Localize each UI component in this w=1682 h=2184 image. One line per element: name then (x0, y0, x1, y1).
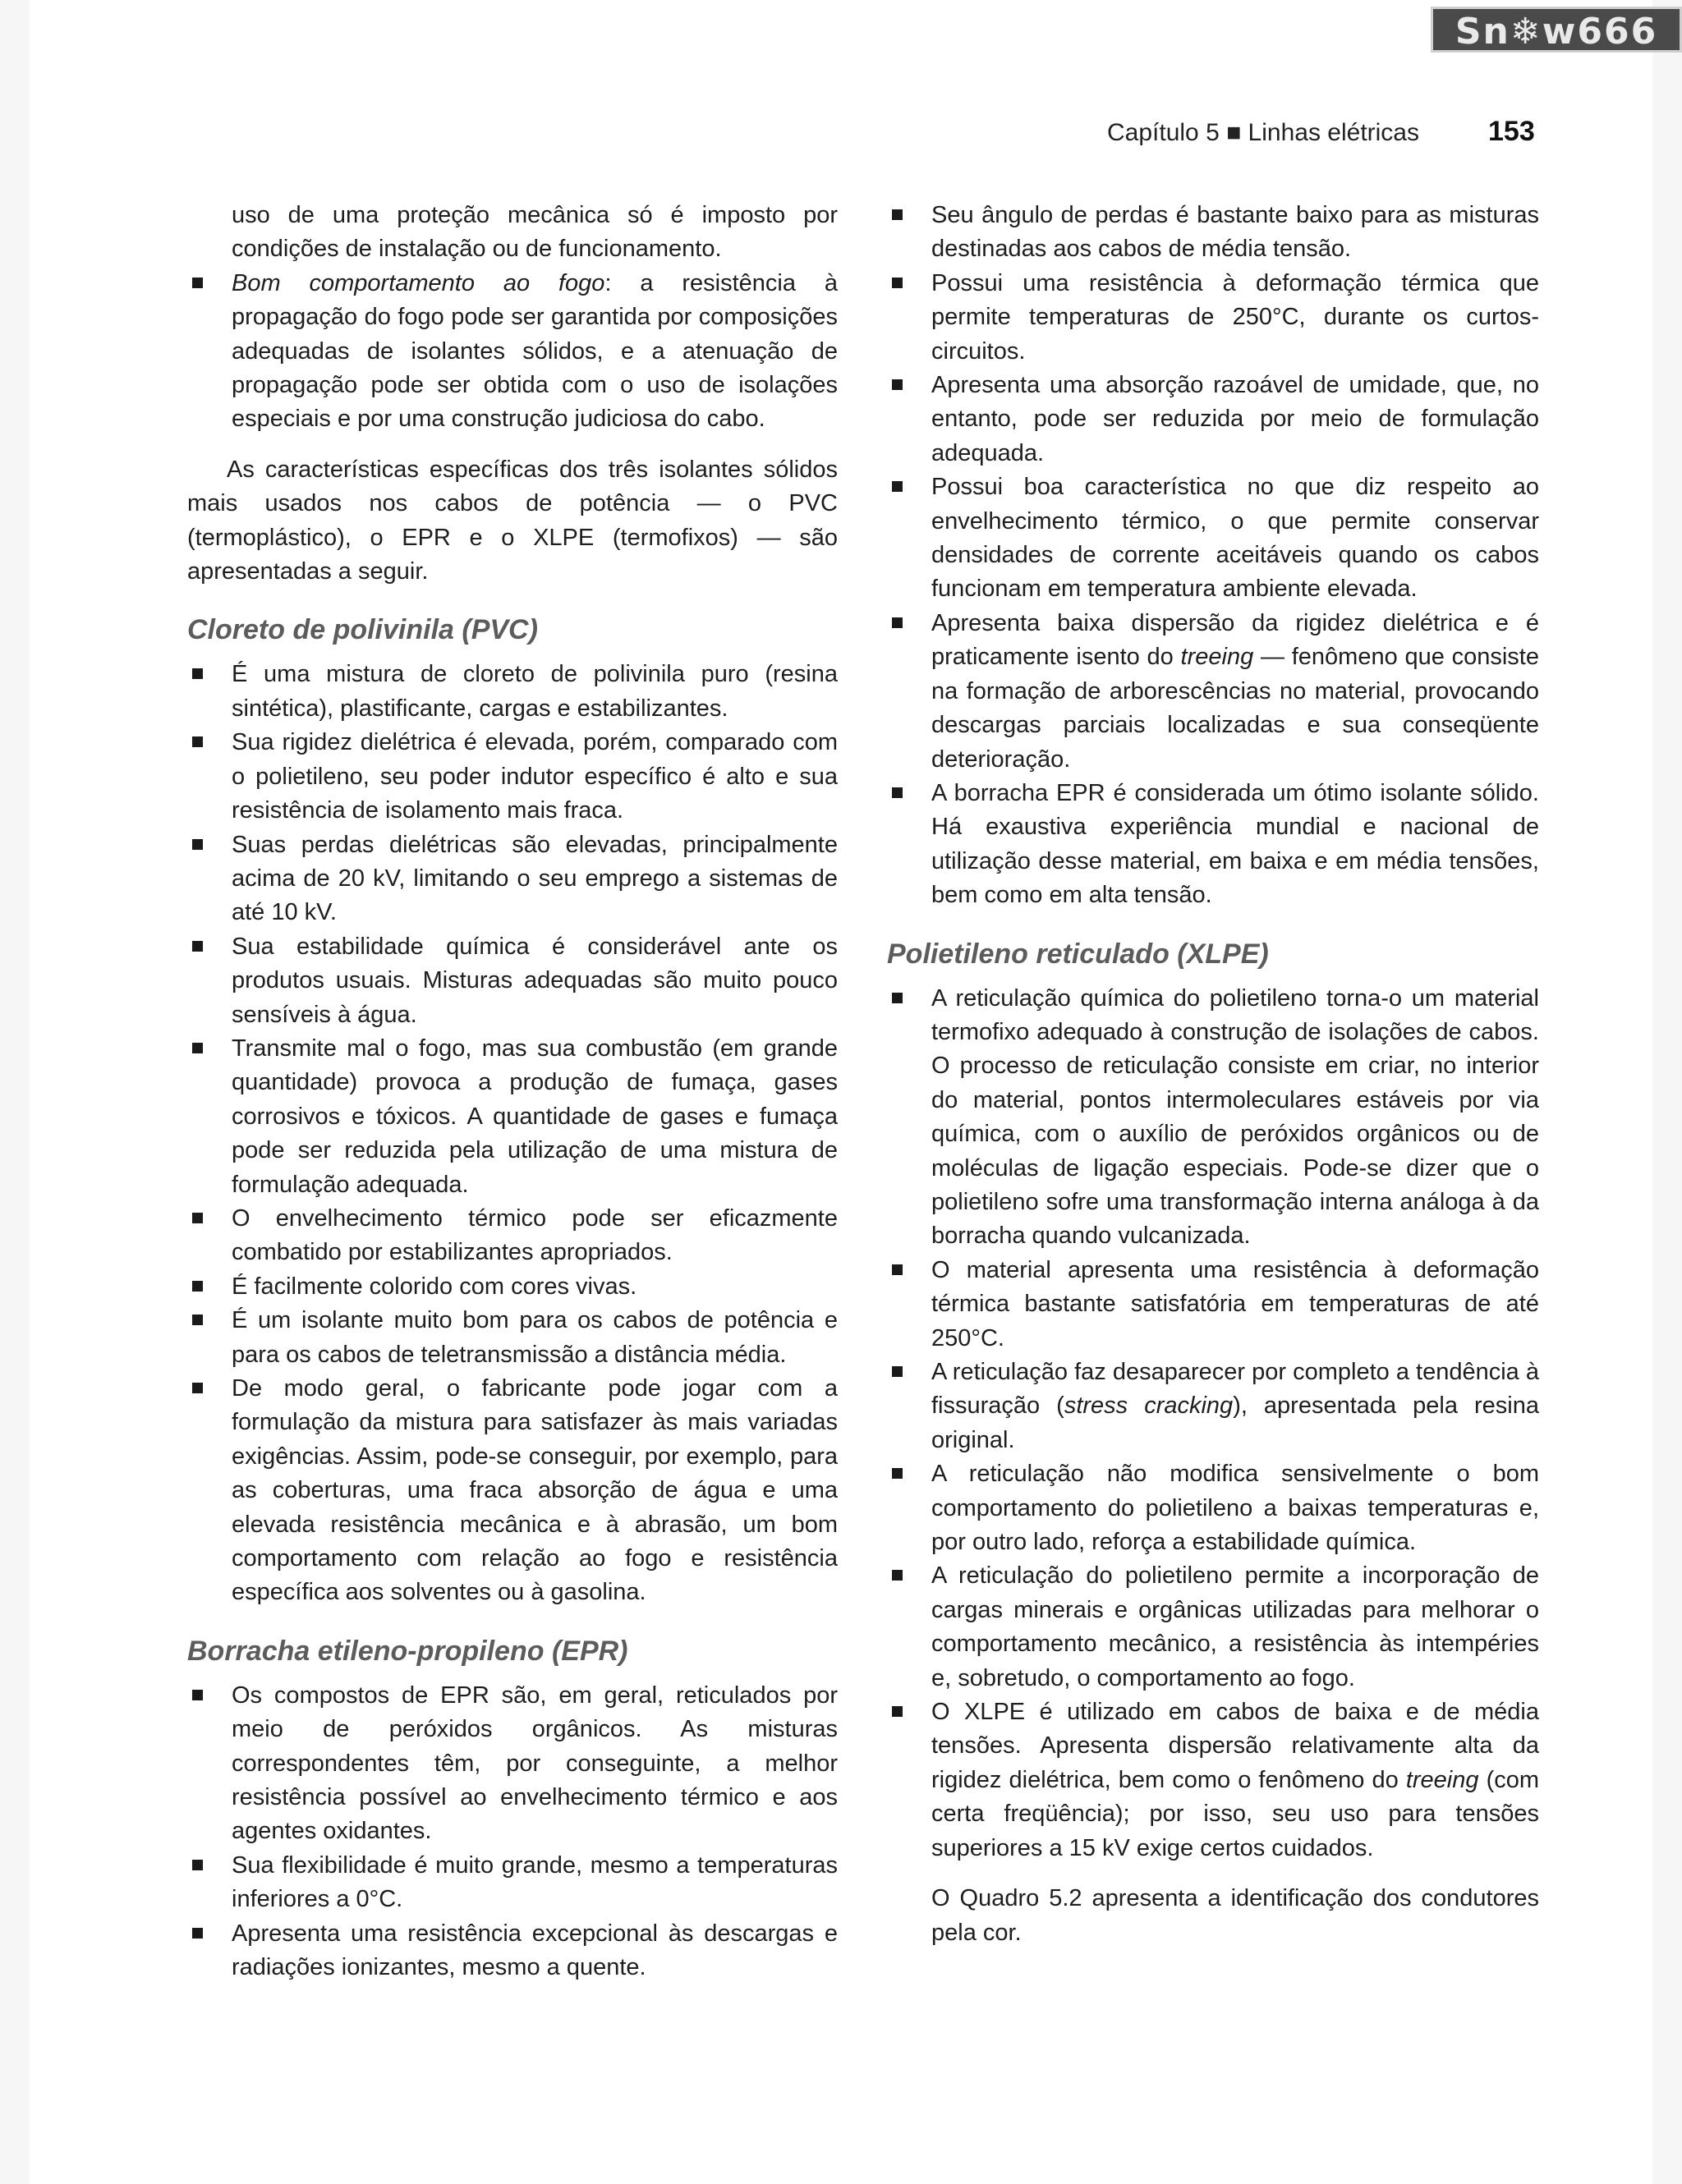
list-item (887, 1559, 1539, 1695)
list-item (887, 777, 1539, 913)
list-item (887, 607, 1539, 777)
list-item-text: Possui uma resistência à deformação térmica que permite temperaturas de 250°C, durante os curtos-circuitos. (931, 269, 1539, 365)
list-item-text: É uma mistura de cloreto de polivinila puro (resina sintética), plastificante, cargas e estabilizantes. (232, 661, 838, 722)
list-item-text: Possui boa característica no que diz respeito ao envelhecimento térmico, o que permite conservar densidades de corrente aceitáveis quando os cabos funcionam em temperatura ambiente elevada. (931, 474, 1539, 603)
bullet-square-icon (892, 617, 903, 628)
right-column (887, 199, 1539, 1950)
left-column (187, 199, 838, 1985)
section-heading-xlpe: Polietileno reticulado (XLPE) (887, 938, 1269, 970)
list-item-text: A borracha EPR é considerada um ótimo isolante sólido. Há exaustiva experiência mundial e nacional de utilização desse material, em baixa e em média tensões, bem como em alta tensão. (931, 779, 1539, 909)
list-item-text: A reticulação química do polietileno torna-o um material termofixo adequado à construção de isolações de cabos. O processo de reticulação consiste em criar, no interior do material, pontos intermoleculares estáveis por via química, com o auxílio de peróxidos orgânicos ou de moléculas de ligação especiais. Pode-se dizer que o polietileno sofre uma transformação interna análoga à da borracha quando vulcanizada. (931, 984, 1539, 1250)
bullet-square-icon (192, 1928, 203, 1939)
bullet-list-xlpe (887, 982, 1539, 1866)
italic-term: treeing (1180, 644, 1254, 671)
page-number: 153 (1488, 116, 1535, 147)
section-heading-epr: Borracha etileno-propileno (EPR) (187, 1635, 628, 1667)
list-item-text: Os compostos de EPR são, em geral, reticulados por meio de peróxidos orgânicos. As misturas correspondentes têm, por conseguinte, a melhor resistência possível ao envelhecimento térmico e aos agentes oxidantes. (232, 1682, 838, 1845)
bullet-square-icon (192, 278, 203, 288)
list-item (887, 1254, 1539, 1356)
bullet-square-icon (892, 1468, 903, 1479)
bullet-square-icon (192, 1690, 203, 1700)
list-item (887, 470, 1539, 607)
bullet-square-icon (192, 1315, 203, 1325)
list-item-text: A reticulação faz desaparecer por completo a tendência à fissuração ( (931, 1359, 1539, 1420)
bullet-square-icon (192, 941, 203, 952)
list-item-text: O XLPE é utilizado em cabos de baixa e de média tensões. Apresenta dispersão relativamente alta da rigidez dielétrica, bem como o fenômeno do (931, 1699, 1539, 1793)
list-item-text: (com certa freqüência); por isso, seu uso para tensões superiores a 15 kV exige certos cuidados. (931, 1766, 1540, 1861)
list-item (187, 1032, 838, 1202)
bullet-square-icon (892, 278, 903, 288)
bullet-list-pvc (187, 658, 838, 1609)
list-item (187, 1679, 838, 1849)
bullet-square-icon (192, 1213, 203, 1223)
list-item (187, 1304, 838, 1372)
list-item (187, 1270, 838, 1304)
bullet-square-icon (892, 1366, 903, 1377)
bullet-square-icon (892, 209, 903, 220)
list-item (887, 1695, 1539, 1865)
list-item-text: A reticulação do polietileno permite a incorporação de cargas minerais e orgânicas utilizadas para melhorar o comportamento mecânico, a resistência às intempéries e, sobretudo, o comportamento ao fogo. (931, 1562, 1539, 1691)
bullet-square-icon (192, 1860, 203, 1870)
paragraph-continuation: uso de uma proteção mecânica só é imposto por condições de instalação ou de funcionamento. (232, 202, 838, 263)
list-item (887, 267, 1539, 369)
list-item (887, 369, 1539, 470)
list-item (887, 982, 1539, 1254)
list-item-text: Sua estabilidade química é considerável ante os produtos usuais. Misturas adequadas são muito pouco sensíveis à água. (232, 933, 838, 1028)
list-item (887, 1356, 1539, 1457)
list-item-text: ), apresentada pela resina original. (931, 1393, 1539, 1453)
bullet-square-icon (192, 839, 203, 850)
bullet-square-icon (892, 1706, 903, 1717)
list-item-text: Sua rigidez dielétrica é elevada, porém, comparado com o polietileno, seu poder indutor específico é alto e sua resistência de isolamento mais fraca. (232, 729, 838, 824)
bullet-list-epr (187, 1679, 838, 1985)
bullet-square-icon (192, 668, 203, 679)
bullet-square-icon (892, 1570, 903, 1581)
list-item-text: : a resistência à propagação do fogo pode ser garantida por composições adequadas de isolantes sólidos, e a atenuação de propagação pode ser obtida com o uso de isolações especiais e por uma construção judiciosa do cabo. (232, 269, 838, 433)
bullet-square-icon (192, 1281, 203, 1292)
italic-term: stress cracking (1064, 1393, 1234, 1420)
bullet-square-icon (892, 787, 903, 798)
list-item-text: É um isolante muito bom para os cabos de potência e para os cabos de teletransmissão a distância média. (232, 1307, 838, 1368)
bullet-square-icon (892, 993, 903, 1003)
bullet-list (187, 267, 838, 437)
paragraph: As características específicas dos três isolantes sólidos mais usados nos cabos de potência — o PVC (termoplástico), o EPR e o XLPE (termofixos) — são apresentadas a seguir. (187, 456, 838, 585)
list-item-text: Suas perdas dielétricas são elevadas, principalmente acima de 20 kV, limitando o seu emprego a sistemas de até 10 kV. (232, 831, 838, 926)
list-item-text: Sua flexibilidade é muito grande, mesmo a temperaturas inferiores a 0°C. (232, 1851, 838, 1913)
watermark-logo: Sn❄w666 (1431, 7, 1682, 53)
list-item-text: Seu ângulo de perdas é bastante baixo para as misturas destinadas aos cabos de média tensão. (931, 202, 1539, 263)
list-item (187, 828, 838, 930)
list-item (887, 1457, 1539, 1559)
italic-term: Bom comportamento ao fogo (232, 269, 605, 296)
section-heading-pvc: Cloreto de polivinila (PVC) (187, 614, 538, 646)
bullet-square-icon (192, 736, 203, 747)
list-item (887, 199, 1539, 267)
list-item (187, 1202, 838, 1270)
list-item (187, 267, 838, 437)
list-item (187, 1372, 838, 1610)
list-item (187, 930, 838, 1032)
list-item-text: O material apresenta uma resistência à deformação térmica bastante satisfatória em temperaturas de até 250°C. (931, 1256, 1539, 1351)
list-item-text: O envelhecimento térmico pode ser eficazmente combatido por estabilizantes apropriados. (232, 1204, 838, 1266)
list-item-text: Apresenta uma resistência excepcional às descargas e radiações ionizantes, mesmo a quente. (232, 1920, 838, 1981)
list-item-text: A reticulação não modifica sensivelmente o bom comportamento do polietileno a baixas temperaturas e, por outro lado, reforça a estabilidade química. (931, 1461, 1539, 1556)
list-item (187, 1849, 838, 1917)
italic-term: treeing (1405, 1766, 1479, 1793)
bullet-square-icon (892, 379, 903, 390)
bullet-square-icon (192, 1383, 203, 1393)
list-item-text: — fenômeno que consiste na formação de arborescências no material, provocando descargas parciais localizadas e sua conseqüente deterioração. (931, 644, 1539, 773)
bullet-square-icon (892, 1264, 903, 1275)
list-item (187, 658, 838, 726)
list-item-text: Apresenta uma absorção razoável de umidade, que, no entanto, pode ser reduzida por meio de formulação adequada. (931, 372, 1539, 466)
list-item-text: Transmite mal o fogo, mas sua combustão (em grande quantidade) provoca a produção de fumaça, gases corrosivos e tóxicos. A quantidade de gases e fumaça pode ser reduzida pela utilização de uma mistura de formulação adequada. (232, 1035, 838, 1198)
running-head: Capítulo 5 ■ Linhas elétricas (1107, 119, 1419, 146)
bullet-list-epr-continued (887, 199, 1539, 913)
list-item-text: É facilmente colorido com cores vivas. (232, 1273, 637, 1300)
list-item (187, 1917, 838, 1985)
bullet-square-icon (892, 481, 903, 492)
bullet-square-icon (192, 1043, 203, 1053)
paragraph-final: O Quadro 5.2 apresenta a identificação dos condutores pela cor. (931, 1885, 1539, 1946)
list-item-text: Apresenta baixa dispersão da rigidez dielétrica e é praticamente isento do (931, 609, 1539, 671)
list-item-text: De modo geral, o fabricante pode jogar com a formulação da mistura para satisfazer às mais variadas exigências. Assim, pode-se conseguir, por exemplo, para as coberturas, uma fraca absorção de água e uma elevada resistência mecânica e à abrasão, um bom comportamento com relação ao fogo e resistência específica aos solventes ou à gasolina. (232, 1375, 838, 1606)
list-item (187, 726, 838, 828)
